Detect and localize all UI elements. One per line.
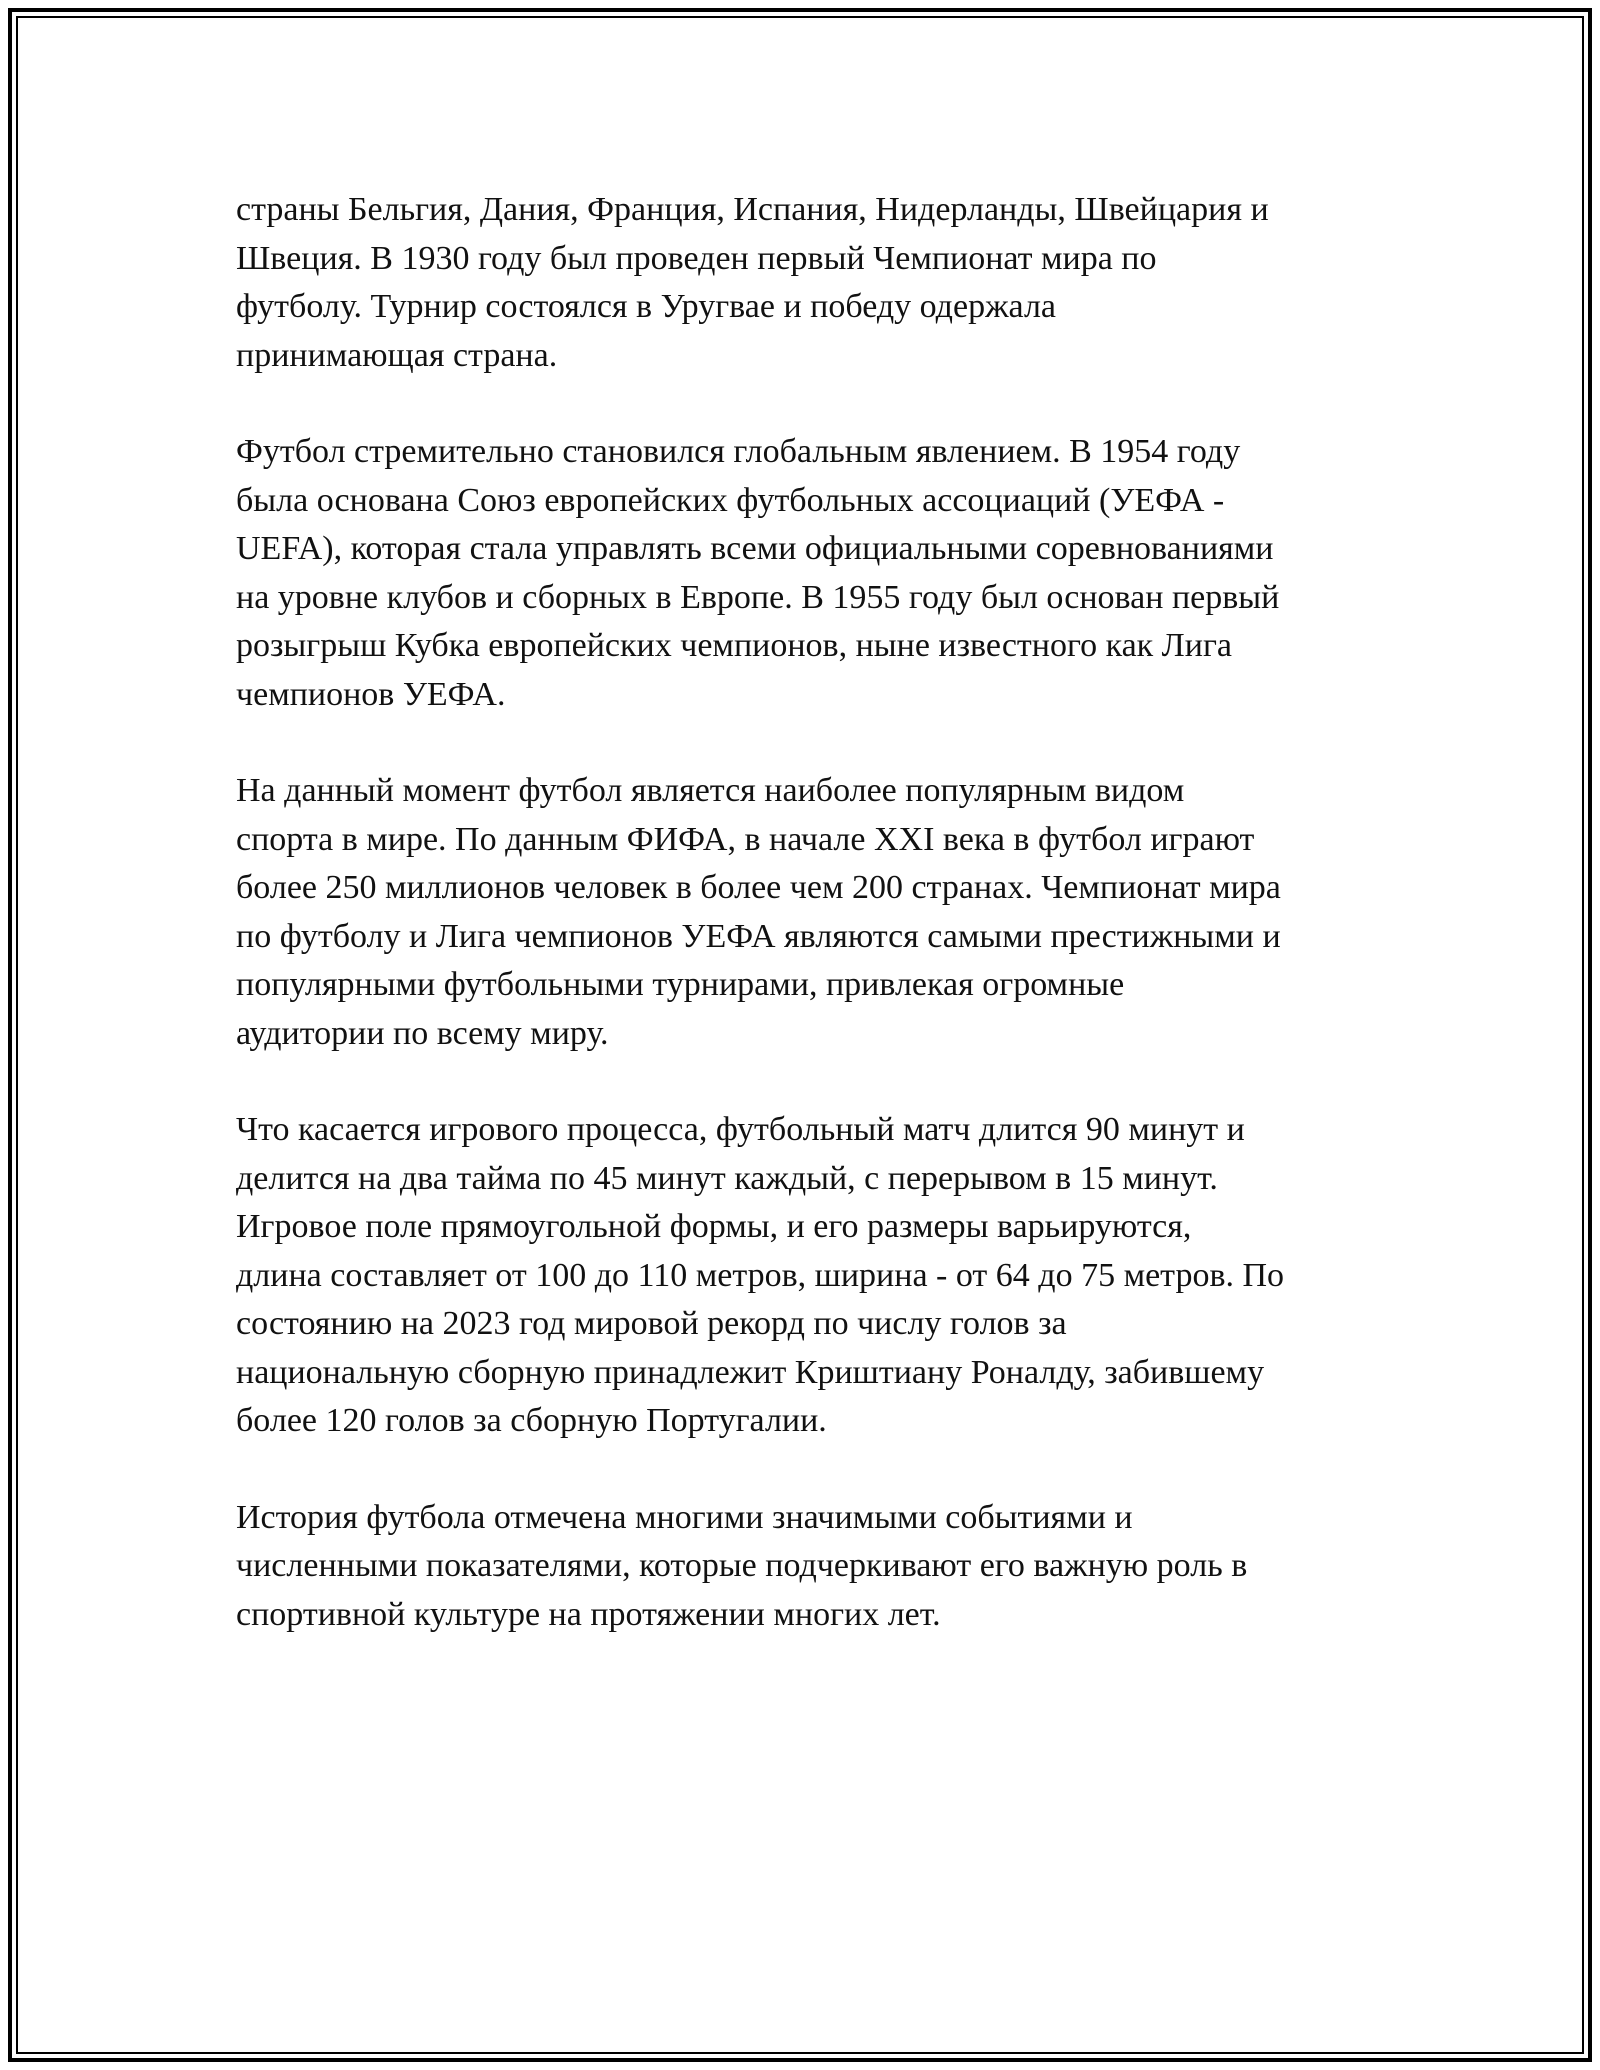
text-line: делится на два тайма по 45 минут каждый, с перерывом в 15 минут.: [236, 1159, 1218, 1197]
text-line: спортивной культуре на протяжении многих лет.: [236, 1595, 941, 1633]
text-line: более 120 голов за сборную Португалии.: [236, 1402, 827, 1439]
paragraph-5: [236, 1494, 1386, 1640]
text-line: длина составляет от 100 до 110 метров, ширина - от 64 до 75 метров. По: [236, 1256, 1285, 1294]
text-line: популярными футбольными турнирами, привлекая огромные: [236, 966, 1125, 1003]
text-line: футболу. Турнир состоялся в Уругвае и победу одержала: [236, 288, 1057, 325]
text-line: национальную сборную принадлежит Криштиану Роналду, забившему: [236, 1353, 1265, 1391]
text-line: На данный момент футбол является наиболее популярным видом: [236, 772, 1185, 809]
paragraph-4: [236, 1106, 1386, 1446]
text-line: UEFA), которая стала управлять всеми официальными соревнованиями: [236, 530, 1274, 567]
text-line: спорта в мире. По данным ФИФА, в начале XXI века в футбол играют: [236, 820, 1255, 858]
text-line: численными показателями, которые подчеркивают его важную роль в: [236, 1547, 1248, 1584]
text-line: Игровое поле прямоугольной формы, и его размеры варьируются,: [236, 1208, 1192, 1245]
text-line: Что касается игрового процесса, футбольный матч длится 90 минут и: [236, 1111, 1245, 1148]
text-line: на уровне клубов и сборных в Европе. В 1955 году был основан первый: [236, 578, 1280, 616]
paragraph-3: [236, 767, 1386, 1058]
paragraph-2: [236, 428, 1386, 719]
text-line: более 250 миллионов человек в более чем 200 странах. Чемпионат мира: [236, 869, 1281, 906]
text-line: принимающая страна.: [236, 336, 558, 374]
text-line: по футболу и Лига чемпионов УЕФА являются самыми престижными и: [236, 917, 1281, 955]
document-body: [236, 186, 1386, 1687]
paragraph-1: [236, 186, 1386, 380]
text-line: была основана Союз европейских футбольных ассоциаций (УЕФА -: [236, 481, 1225, 519]
text-line: аудитории по всему миру.: [236, 1014, 609, 1052]
text-line: состоянию на 2023 год мировой рекорд по числу голов за: [236, 1305, 1067, 1342]
text-line: История футбола отмечена многими значимыми событиями и: [236, 1498, 1133, 1536]
text-line: страны Бельгия, Дания, Франция, Испания, Нидерланды, Швейцария и: [236, 191, 1269, 228]
text-line: чемпионов УЕФА.: [236, 675, 506, 713]
text-line: Швеция. В 1930 году был проведен первый Чемпионат мира по: [236, 239, 1157, 277]
text-line: Футбол стремительно становился глобальным явлением. В 1954 году: [236, 433, 1241, 470]
text-line: розыгрыш Кубка европейских чемпионов, ныне известного как Лига: [236, 627, 1232, 664]
